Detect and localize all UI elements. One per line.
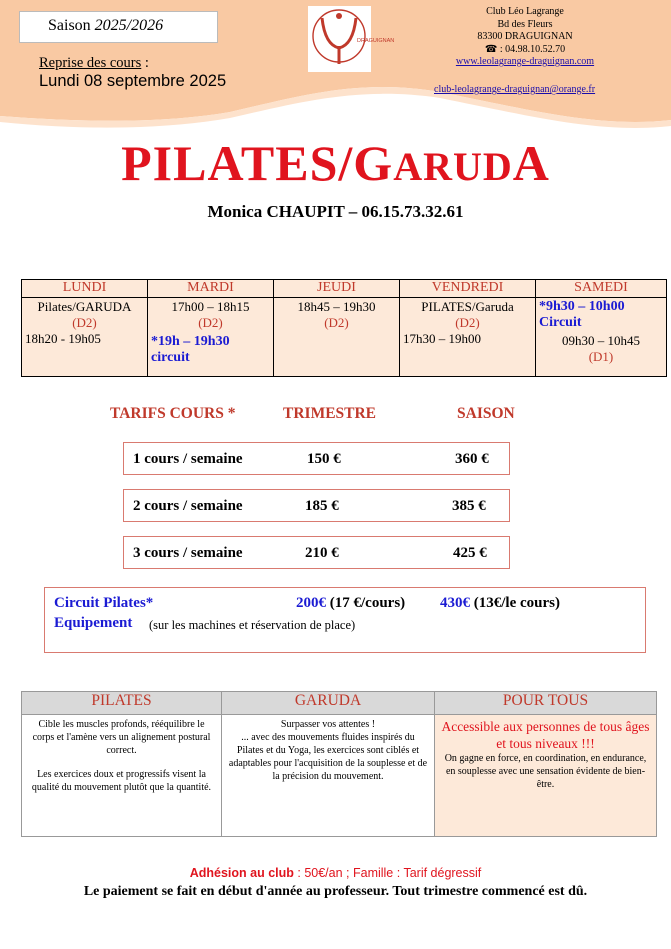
tarifs-header-trimestre: TRIMESTRE	[283, 405, 377, 422]
price-row-3: 3 cours / semaine 210 € 425 €	[123, 536, 510, 569]
day-header-samedi: SAMEDI	[536, 280, 667, 298]
day-header-mardi: MARDI	[148, 280, 274, 298]
desc-garuda: Surpasser vos attentes ! ... avec des mouvements fluides inspirés du Pilates et du Yoga, les exercices sont ciblés et adaptables pour l'acquisition de la souplesse et de la précision du mouvement.	[222, 715, 435, 837]
reprise-date: Lundi 08 septembre 2025	[39, 72, 227, 90]
day-header-vendredi: VENDREDI	[400, 280, 536, 298]
day-header-lundi: LUNDI	[22, 280, 148, 298]
schedule-cell-vendredi: PILATES/Garuda (D2) 17h30 – 19h00	[400, 298, 536, 377]
adhesion-info: Adhésion au club : 50€/an ; Famille : Tarif dégressif	[189, 866, 482, 880]
instructor-contact: Monica CHAUPIT – 06.15.73.32.61	[207, 202, 464, 221]
desc-pour-tous: Accessible aux personnes de tous âges et tous niveaux !!! On gagne en force, en coordination, en endurance, en souplesse avec une sensation évidente de bien-être.	[435, 715, 657, 837]
page-title: PILATES/GARUDA	[121, 135, 550, 191]
club-address: Bd des Fleurs	[497, 18, 553, 30]
schedule-table	[21, 279, 667, 377]
season-years: 2025/2026	[94, 17, 164, 34]
club-email-link[interactable]: club-leolagrange-draguignan@orange.fr	[434, 84, 596, 95]
description-table	[21, 691, 657, 837]
schedule-cell-samedi: *9h30 – 10h00 Circuit 09h30 – 10h45 (D1)	[536, 298, 667, 377]
schedule-cell-mardi: 17h00 – 18h15 (D2) *19h – 19h30 circuit	[148, 298, 274, 377]
club-logo	[308, 6, 395, 72]
price-row-1: 1 cours / semaine 150 € 360 €	[123, 442, 510, 475]
schedule-cell-jeudi: 18h45 – 19h30 (D2)	[274, 298, 400, 377]
club-phone: ☎ : 04.98.10.52.70	[484, 43, 566, 55]
club-city: 83300 DRAGUIGNAN	[477, 31, 573, 42]
season-box	[19, 11, 218, 43]
tarifs-header-saison: SAISON	[457, 405, 515, 422]
desc-header-pour-tous: POUR TOUS	[435, 692, 657, 715]
equipement-detail: (sur les machines et réservation de place)	[149, 618, 356, 632]
desc-pilates: Cible les muscles profonds, rééquilibre le corps et l'amène vers un alignement postural correct. Les exercices doux et progressifs visent la qualité du mouvement plutôt que la quantité.	[22, 715, 222, 837]
price-row-2: 2 cours / semaine 185 € 385 €	[123, 489, 510, 522]
desc-header-garuda: GARUDA	[222, 692, 435, 715]
circuit-saison-price: 430€ (13€/le cours)	[440, 595, 560, 611]
season-label: Saison	[48, 17, 95, 34]
club-name: Club Léo Lagrange	[486, 6, 564, 17]
circuit-trimestre-price: 200€ (17 €/cours)	[296, 595, 406, 611]
day-header-jeudi: JEUDI	[274, 280, 400, 298]
circuit-pricing-box	[44, 587, 646, 653]
club-contact	[420, 6, 630, 69]
desc-header-pilates: PILATES	[22, 692, 222, 715]
tarifs-header-cours: TARIFS COURS *	[110, 405, 236, 422]
reprise-label: Reprise des cours :	[39, 55, 149, 71]
club-website-link[interactable]: www.leolagrange-draguignan.com	[455, 56, 595, 67]
logo-text: DRAGUIGNAN	[357, 38, 395, 44]
schedule-cell-lundi: Pilates/GARUDA (D2) 18h20 - 19h05	[22, 298, 148, 377]
payment-notice: Le paiement se fait en début d'année au professeur. Tout trimestre commencé est dû.	[83, 884, 588, 899]
circuit-label: Circuit Pilates*	[54, 595, 154, 611]
equipement-label: Equipement	[54, 615, 133, 631]
